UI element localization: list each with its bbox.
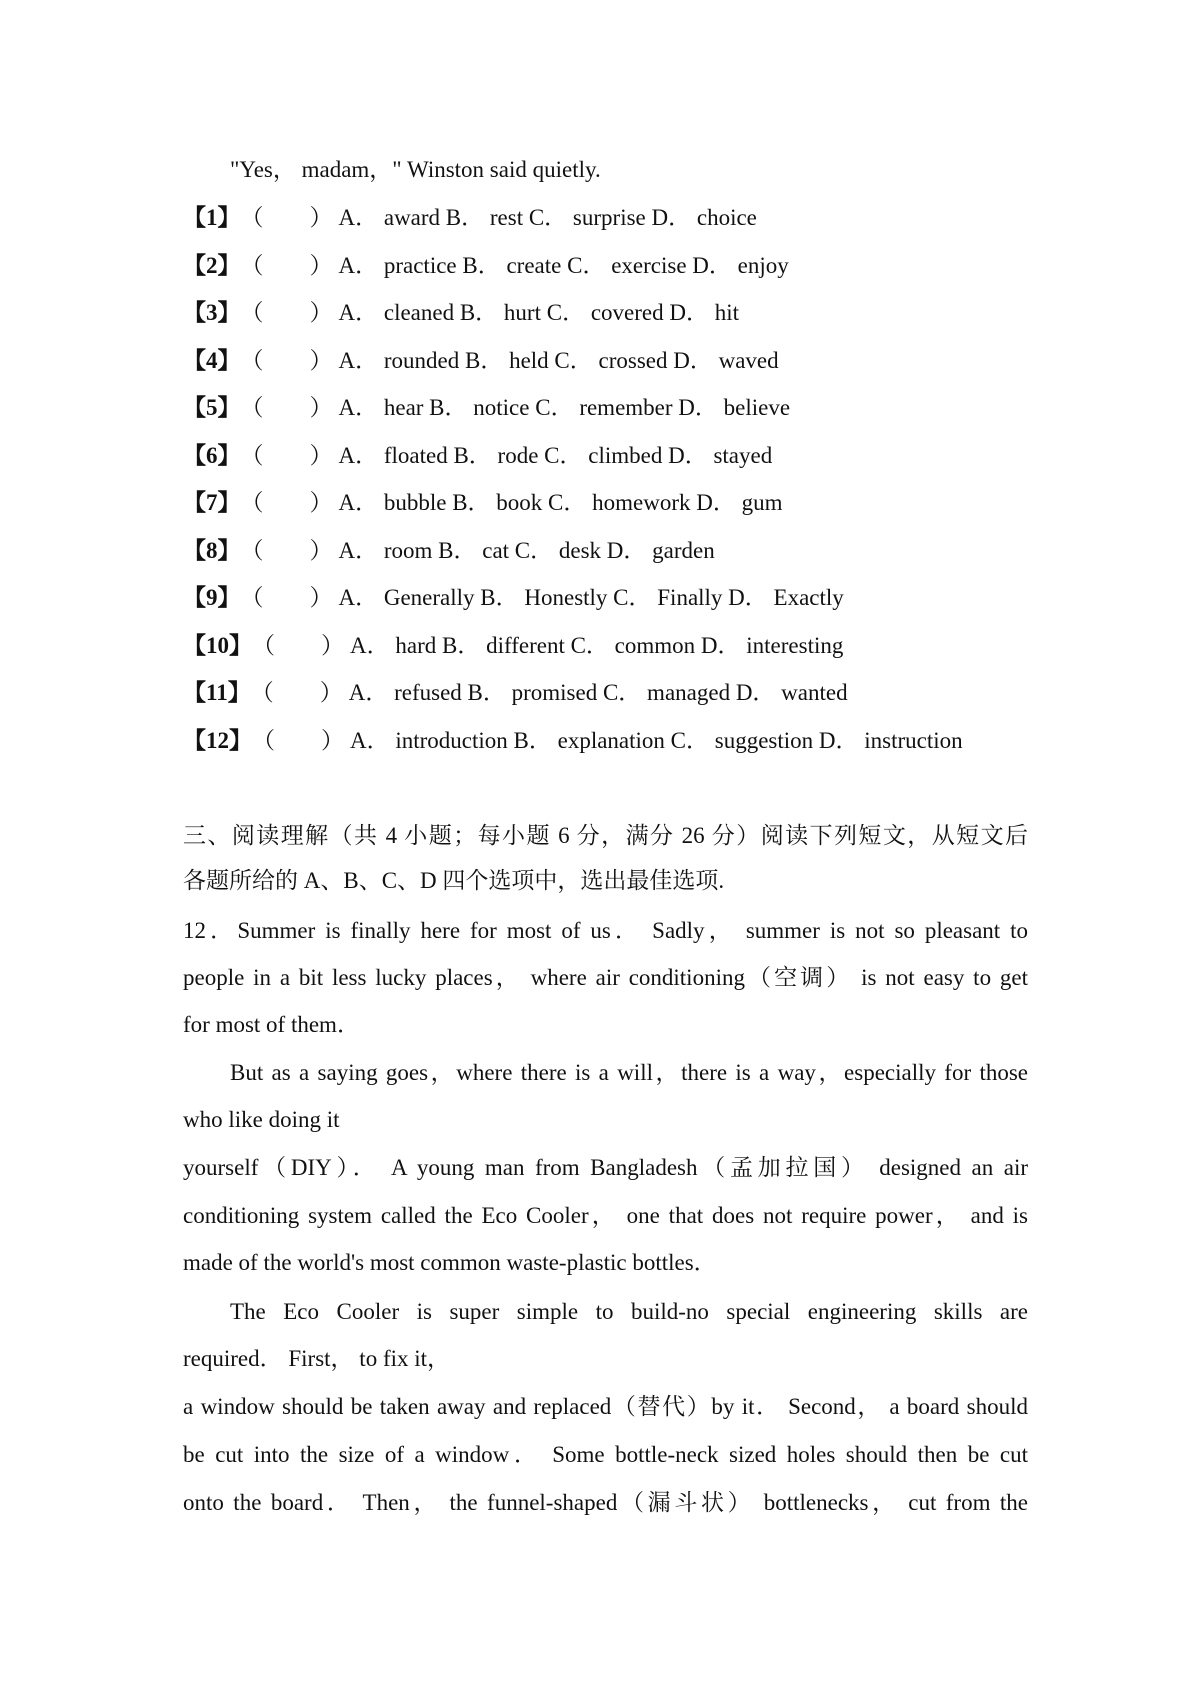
question-number: 【11】 (183, 680, 251, 705)
question-options: A． floated B． rode C． climbed D． stayed (338, 442, 773, 468)
question-options: A． room B． cat C． desk D． garden (338, 537, 715, 563)
answer-blank: （ ） (240, 442, 333, 468)
question-row (183, 441, 772, 471)
question-options: A． Generally B． Honestly C． Finally D． Exactly (338, 585, 844, 610)
answer-blank: （ ） (240, 300, 333, 325)
question-row (183, 536, 715, 566)
question-row (183, 726, 963, 756)
question-options: A． hard B． different C． common D． interesting (350, 632, 844, 658)
question-row (183, 583, 844, 613)
question-options: A． refused B． promised C． managed D． wanted (348, 680, 848, 705)
question-row (183, 488, 783, 518)
answer-blank: （ ） (240, 585, 333, 610)
question-options: A． hear B． notice C． remember D． believe (338, 395, 791, 420)
answer-blank: （ ） (240, 205, 333, 230)
question-options: A． award B． rest C． surprise D． choice (338, 205, 757, 230)
question-row (183, 678, 848, 708)
passage-line: onto the board． Then， the funnel-shaped（漏斗状） bottlenecks， cut from the (183, 1490, 1028, 1515)
question-row (183, 631, 843, 661)
section-heading-line-2: 各题所给的 A、B、C、D 四个选项中，选出最佳选项. (183, 868, 725, 893)
question-number: 【3】 (183, 300, 241, 325)
answer-blank: （ ） (240, 395, 333, 420)
question-row (183, 251, 789, 281)
question-number: 【1】 (183, 205, 241, 230)
answer-blank: （ ） (240, 490, 333, 515)
section-heading-line-1: 三、阅读理解（共 4 小题；每小题 6 分，满分 26 分）阅读下列短文，从短文后 (183, 823, 1028, 848)
question-options: A． rounded B． held C． crossed D． waved (338, 347, 779, 373)
answer-blank: （ ） (240, 537, 333, 563)
question-row (183, 203, 757, 233)
question-row (183, 298, 739, 328)
passage-line: a window should be taken away and replaced（替代）by it． Second， a board should (183, 1394, 1028, 1419)
dialogue-line: "Yes， madam，" Winston said quietly. (230, 157, 601, 182)
question-row (183, 393, 790, 423)
passage-line: be cut into the size of a window． Some bottle-neck sized holes should then be cut (183, 1442, 1028, 1467)
passage-line: conditioning system called the Eco Cooler， one that does not require power， and is (183, 1203, 1028, 1228)
question-number: 【2】 (183, 252, 241, 278)
question-number: 【9】 (183, 585, 241, 610)
answer-blank: （ ） (240, 252, 333, 278)
question-options: A． introduction B． explanation C． suggestion D． instruction (350, 727, 963, 753)
question-number: 【5】 (183, 395, 241, 420)
answer-blank: （ ） (252, 632, 344, 658)
passage-line: made of the world's most common waste-plastic bottles． (183, 1250, 717, 1275)
passage-line: required． First， to fix it， (183, 1346, 451, 1371)
passage-line: for most of them． (183, 1012, 360, 1037)
question-number: 【10】 (183, 632, 252, 658)
question-number: 【7】 (183, 490, 241, 515)
answer-blank: （ ） (240, 347, 333, 373)
answer-blank: （ ） (252, 727, 344, 753)
passage-line: people in a bit less lucky places， where air conditioning（空调） is not easy to get (183, 965, 1028, 990)
question-options: A． bubble B． book C． homework D． gum (338, 490, 783, 515)
passage-line: The Eco Cooler is super simple to build-no special engineering skills are (230, 1299, 1028, 1324)
passage-line: But as a saying goes，where there is a will，there is a way，especially for those (230, 1060, 1028, 1085)
question-number: 【4】 (183, 347, 241, 373)
passage-line: who like doing it (183, 1107, 340, 1132)
passage-line: 12．Summer is finally here for most of us． Sadly， summer is not so pleasant to (183, 918, 1028, 943)
question-options: A． cleaned B． hurt C． covered D． hit (338, 300, 739, 325)
question-options: A． practice B． create C． exercise D． enjoy (338, 252, 789, 278)
question-number: 【12】 (183, 727, 252, 753)
passage-line: yourself（DIY）． A young man from Bangladesh（孟加拉国） designed an air (183, 1155, 1028, 1180)
question-row (183, 346, 779, 376)
answer-blank: （ ） (250, 680, 343, 705)
question-number: 【6】 (183, 442, 241, 468)
question-number: 【8】 (183, 537, 241, 563)
